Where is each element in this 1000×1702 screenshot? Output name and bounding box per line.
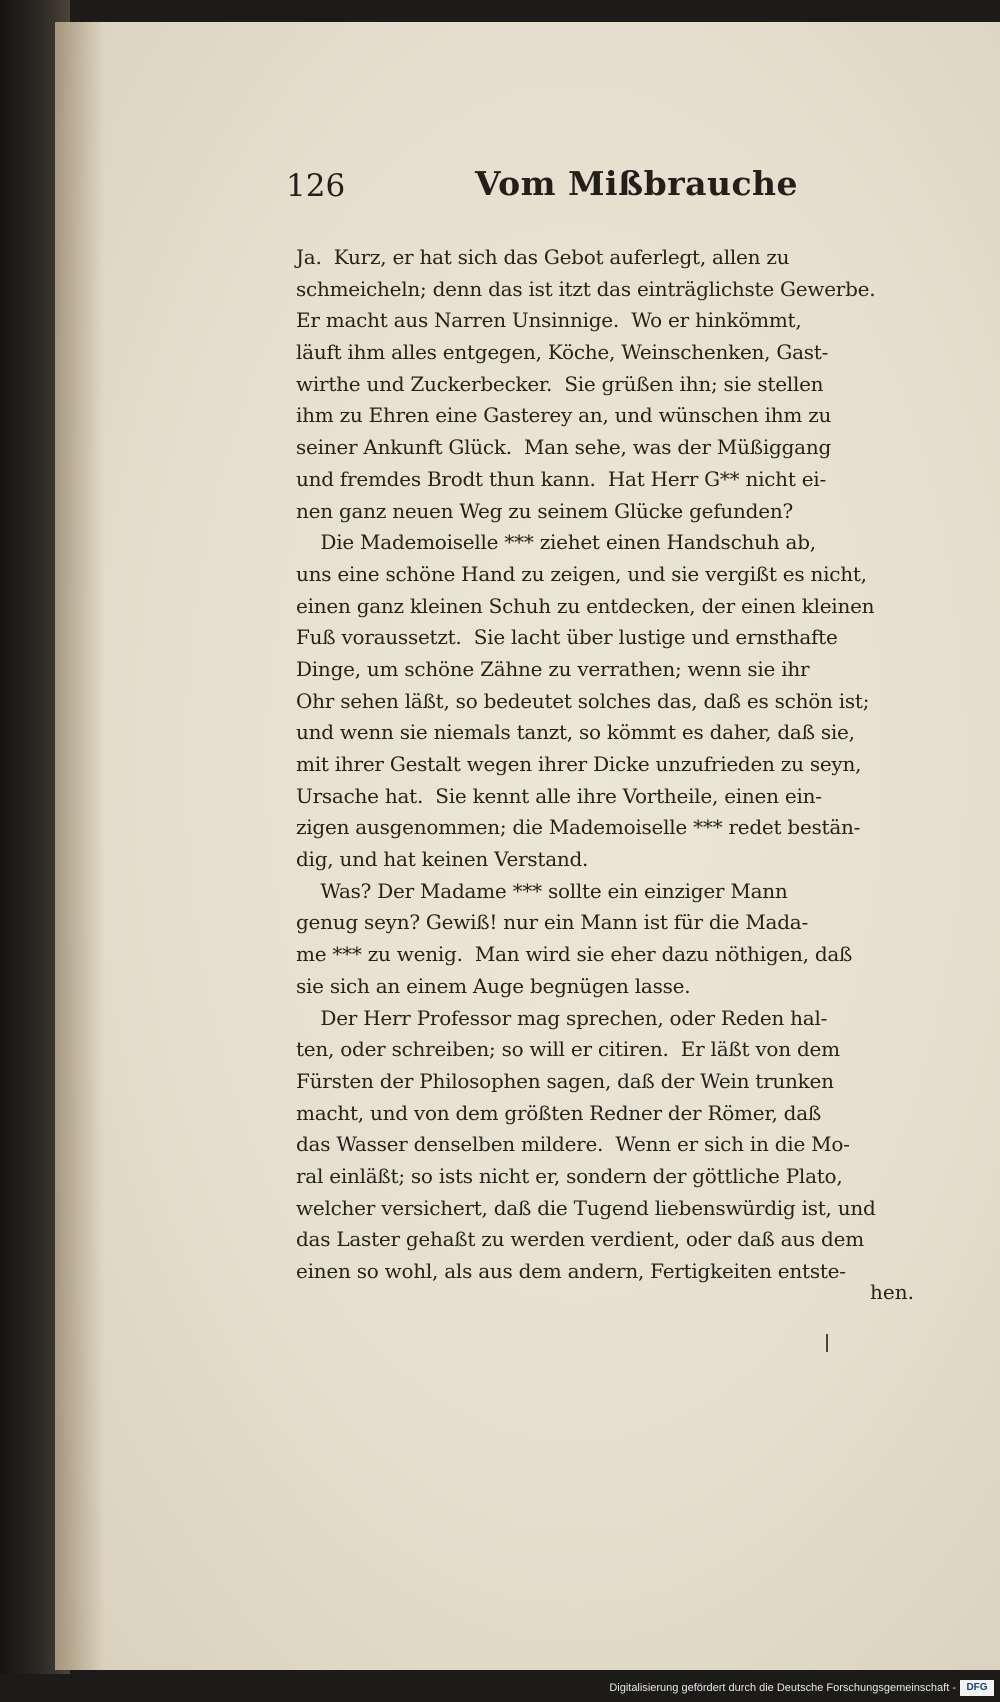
- text-line: Der Herr Professor mag sprechen, oder Reden hal-: [296, 1005, 828, 1030]
- text-line: dig, und hat keinen Verstand.: [296, 847, 589, 872]
- text-line: Die Mademoiselle *** ziehet einen Handschuh ab,: [296, 530, 816, 555]
- page-number: 126: [286, 168, 346, 204]
- body-text: [296, 242, 922, 1288]
- text-line: Ursache hat. Sie kennt alle ihre Vortheile, einen ein-: [296, 783, 822, 808]
- text-line: Ohr sehen läßt, so bedeutet solches das, daß es schön ist;: [296, 688, 870, 713]
- text-line: Fürsten der Philosophen sagen, daß der Wein trunken: [296, 1068, 834, 1093]
- text-line: seiner Ankunft Glück. Man sehe, was der Müßiggang: [296, 435, 831, 460]
- catchword: hen.: [870, 1280, 914, 1304]
- text-line: welcher versichert, daß die Tugend liebenswürdig ist, und: [296, 1195, 876, 1220]
- text-line: wirthe und Zuckerbecker. Sie grüßen ihn; sie stellen: [296, 371, 824, 396]
- running-title: Vom Mißbrauche: [475, 164, 799, 203]
- text-line: ten, oder schreiben; so will er citiren. Er läßt von dem: [296, 1037, 840, 1062]
- text-line: Fuß voraussetzt. Sie lacht über lustige und ernsthafte: [296, 625, 838, 650]
- text-line: nen ganz neuen Weg zu seinem Glücke gefunden?: [296, 498, 793, 523]
- text-line: sie sich an einem Auge begnügen lasse.: [296, 973, 691, 998]
- dfg-logo: DFG: [960, 1680, 994, 1696]
- text-line: Er macht aus Narren Unsinnige. Wo er hinkömmt,: [296, 308, 802, 333]
- text-line: einen so wohl, als aus dem andern, Fertigkeiten entste-: [296, 1259, 846, 1283]
- text-line: mit ihrer Gestalt wegen ihrer Dicke unzufrieden zu seyn,: [296, 752, 862, 776]
- text-line: ihm zu Ehren eine Gasterey an, und wünschen ihm zu: [296, 403, 832, 428]
- text-line: das Laster gehaßt zu werden verdient, oder daß aus dem: [296, 1227, 864, 1252]
- text-line: Was? Der Madame *** sollte ein einziger Mann: [296, 878, 788, 903]
- text-line: macht, und von dem größten Redner der Römer, daß: [296, 1100, 822, 1125]
- ink-mark: [826, 1334, 828, 1352]
- text-line: Dinge, um schöne Zähne zu verrathen; wenn sie ihr: [296, 656, 810, 681]
- text-line: ral einläßt; so ists nicht er, sondern der göttliche Plato,: [296, 1163, 843, 1188]
- text-line: zigen ausgenommen; die Mademoiselle *** redet bestän-: [296, 815, 861, 840]
- text-line: einen ganz kleinen Schuh zu entdecken, der einen kleinen: [296, 593, 875, 618]
- text-line: schmeicheln; denn das ist itzt das einträglichste Gewerbe.: [296, 276, 876, 301]
- text-line: me *** zu wenig. Man wird sie eher dazu nöthigen, daß: [296, 942, 853, 967]
- text-line: das Wasser denselben mildere. Wenn er sich in die Mo-: [296, 1132, 850, 1157]
- footer-credit: Digitalisierung gefördert durch die Deutsche Forschungsgemeinschaft -: [609, 1682, 956, 1694]
- text-line: genug seyn? Gewiß! nur ein Mann ist für die Mada-: [296, 910, 808, 935]
- text-line: läuft ihm alles entgegen, Köche, Weinschenken, Gast-: [296, 340, 829, 365]
- text-line: und fremdes Brodt thun kann. Hat Herr G** nicht ei-: [296, 466, 826, 491]
- text-line: und wenn sie niemals tanzt, so kömmt es daher, daß sie,: [296, 720, 855, 745]
- text-line: Ja. Kurz, er hat sich das Gebot auferlegt, allen zu: [296, 245, 790, 269]
- text-line: uns eine schöne Hand zu zeigen, und sie vergißt es nicht,: [296, 561, 867, 586]
- page-gutter-shadow: [55, 22, 105, 1670]
